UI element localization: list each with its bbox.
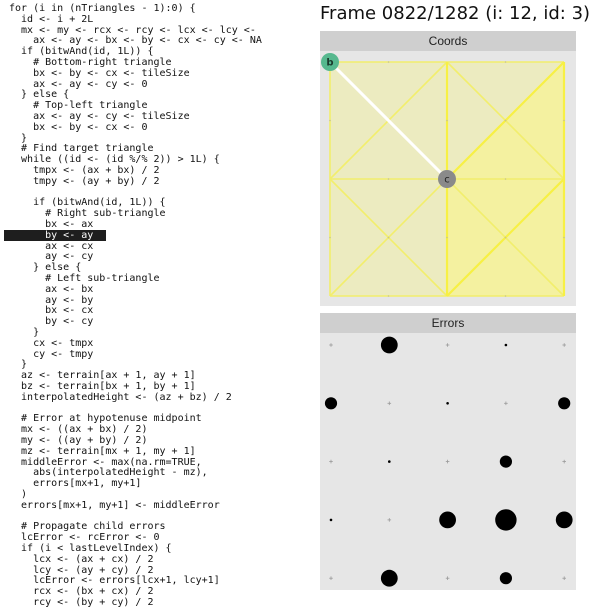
error-dot	[505, 344, 508, 347]
coords-plot	[320, 51, 576, 306]
code-line: tmpx <- (ax + bx) / 2	[9, 165, 160, 176]
grid-point	[446, 120, 448, 122]
error-dot	[500, 456, 512, 468]
point-c-label: c	[444, 174, 450, 186]
grid-point	[563, 120, 565, 122]
code-line: tmpy <- (ay + by) / 2	[9, 175, 160, 187]
code-line: if (i < lastLevelIndex) {	[9, 543, 172, 554]
code-line: }	[9, 132, 28, 144]
grid-point	[505, 178, 507, 180]
error-dot	[388, 460, 391, 463]
code-line: # Find target triangle	[9, 143, 154, 155]
grid-point	[505, 120, 507, 122]
frame-title: Frame 0822/1282 (i: 12, id: 3)	[320, 3, 591, 24]
grid-point	[446, 237, 448, 239]
error-dot	[439, 512, 456, 529]
code-line: } else {	[9, 89, 70, 101]
grid-point	[505, 237, 507, 239]
code-line: # Top-left triangle	[9, 100, 148, 112]
code-line: # Right sub-triangle	[9, 208, 166, 220]
code-line: my <- ((ay + by) / 2)	[9, 435, 148, 446]
code-line: errors[mx+1, my+1]	[9, 478, 142, 490]
code-line-current: by <- ay	[4, 230, 106, 241]
code-line: ax <- ay <- cy <- 0	[9, 78, 148, 90]
code-line: mx <- ((ax + bx) / 2)	[9, 424, 148, 436]
code-line: cy <- tmpy	[9, 348, 94, 360]
code-line: )	[9, 489, 28, 500]
error-dot	[558, 397, 570, 409]
point-b-label: b	[326, 57, 334, 69]
code-line: abs(interpolatedHeight - mz),	[9, 467, 208, 479]
code-line: ax <- bx	[9, 283, 94, 295]
error-dot	[500, 572, 512, 584]
code-line: errors[mx+1, my+1] <- middleError	[9, 499, 220, 511]
code-line: lcx <- (ax + cx) / 2	[9, 553, 154, 565]
error-dot	[381, 570, 398, 587]
grid-point	[388, 295, 390, 297]
code-line: mz <- terrain[mx + 1, my + 1]	[9, 445, 196, 457]
code-line: rcy <- (by + cy) / 2	[9, 597, 154, 608]
code-line: rcx <- (bx + cx) / 2	[9, 586, 154, 598]
code-line: }	[9, 327, 40, 338]
code-line: cx <- tmpx	[9, 337, 94, 349]
code-line: bx <- by <- cx <- 0	[9, 121, 148, 133]
code-line: ax <- ay <- bx <- by <- cx <- cy <- NA	[9, 35, 262, 47]
code-line: } else {	[9, 262, 82, 274]
code-line: az <- terrain[ax + 1, ay + 1]	[9, 370, 196, 382]
error-dot	[495, 509, 516, 530]
code-line: bz <- terrain[bx + 1, by + 1]	[9, 381, 196, 392]
code-line: mx <- my <- rcx <- rcy <- lcx <- lcy <-	[9, 24, 256, 36]
grid-point	[329, 120, 331, 122]
code-line: # Bottom-right triangle	[9, 57, 172, 68]
code-line: bx <- ax	[9, 219, 94, 230]
code-line: ax <- cx	[9, 240, 94, 252]
coords-panel	[320, 31, 576, 306]
code-line: for (i in (nTriangles - 1):0) {	[9, 3, 196, 14]
error-dot	[330, 519, 333, 522]
grid-point	[329, 237, 331, 239]
code-line: bx <- by <- cx <- tileSize	[9, 67, 190, 79]
code-line: by <- cy	[9, 316, 94, 328]
error-dot	[325, 397, 337, 409]
code-line: id <- i + 2L	[9, 13, 94, 25]
grid-point	[388, 61, 390, 63]
grid-point	[505, 61, 507, 63]
code-line: middleError <- max(na.rm=TRUE,	[9, 456, 202, 468]
errors-plot	[320, 333, 576, 590]
code-line: lcy <- (ay + cy) / 2	[9, 564, 154, 576]
code-line: lcError <- errors[lcx+1, lcy+1]	[9, 575, 220, 587]
grid-point	[388, 237, 390, 239]
error-dot	[446, 402, 449, 405]
code-line: if (bitwAnd(id, 1L)) {	[9, 46, 154, 58]
code-line: if (bitwAnd(id, 1L)) {	[9, 197, 166, 209]
code-line: # Error at hypotenuse midpoint	[9, 413, 202, 425]
coords-panel-title: Coords	[320, 31, 576, 51]
grid-point	[563, 237, 565, 239]
code-line: interpolatedHeight <- (az + bz) / 2	[9, 391, 232, 403]
grid-point	[388, 178, 390, 180]
code-line: # Propagate child errors	[9, 521, 166, 533]
code-line: lcError <- rcError <- 0	[9, 532, 160, 544]
code-line: ay <- by	[9, 294, 94, 306]
code-line: ay <- cy	[9, 251, 94, 263]
grid-point	[505, 295, 507, 297]
code-line: bx <- cx	[9, 305, 94, 317]
error-dot	[556, 512, 573, 529]
code-line: }	[9, 359, 28, 371]
code-line: ax <- ay <- cy <- tileSize	[9, 111, 190, 122]
code-line: while ((id <- (id %/% 2)) > 1L) {	[9, 154, 220, 166]
errors-panel-title: Errors	[320, 313, 576, 333]
error-dot	[381, 337, 398, 354]
code-line: # Left sub-triangle	[9, 273, 160, 284]
errors-panel	[320, 313, 576, 590]
